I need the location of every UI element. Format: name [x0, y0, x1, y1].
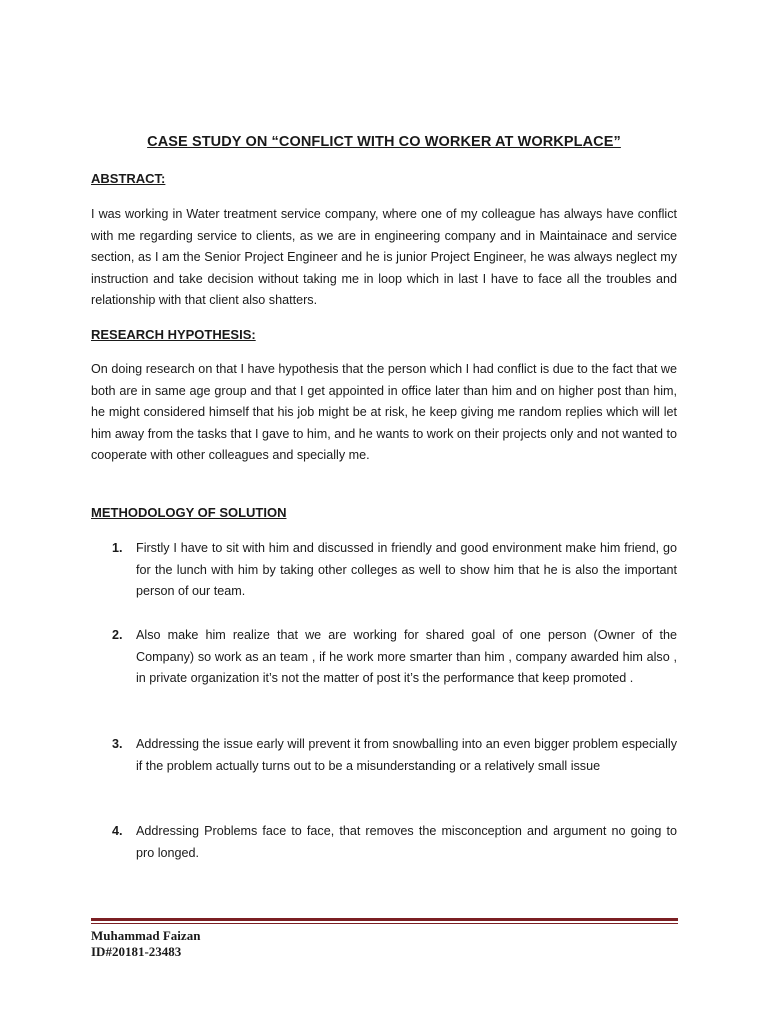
abstract-heading: ABSTRACT:: [91, 171, 166, 186]
list-item-text: Firstly I have to sit with him and discussed in friendly and good environment make him friend, go for the lunch with him by taking other colleges as well to show him that he is also the important person of our team.: [136, 541, 677, 599]
methodology-heading: METHODOLOGY OF SOLUTION: [91, 505, 287, 520]
list-item-number: 3.: [112, 737, 123, 751]
abstract-paragraph: I was working in Water treatment service company, where one of my colleague has always have conflict with me regarding service to clients, as we are in engineering company and in Maintainace and service section, as I am the Senior Project Engineer and he is junior Project Engineer, he was always neglect my instruction and take decision without taking me in loop which in last I have to face all the troubles and relationship with that client also shatters.: [91, 207, 677, 308]
list-item-text: Addressing the issue early will prevent it from snowballing into an even bigger problem especially if the problem actually turns out to be a misunderstanding or a relatively small issue: [136, 737, 677, 773]
list-item-number: 2.: [112, 628, 123, 642]
page-title: CASE STUDY ON “CONFLICT WITH CO WORKER AT WORKPLACE”: [147, 134, 621, 150]
list-item-number: 1.: [112, 541, 123, 555]
footer-author-id: ID#20181-23483: [91, 944, 182, 959]
hypothesis-paragraph: On doing research on that I have hypothesis that the person which I had conflict is due to the fact that we both are in same age group and that I get appointed in office later than him and on higher post than him, he might considered himself that his job might be at risk, he keep giving me random replies which will let him away from the tasks that I gave to him, and he wants to work on their projects only and not wanted to cooperate with other colleagues and specially me.: [91, 362, 677, 463]
list-item-number: 4.: [112, 824, 123, 838]
hypothesis-heading: RESEARCH HYPOTHESIS:: [91, 327, 256, 342]
list-item-text: Addressing Problems face to face, that removes the misconception and argument no going to pro longed.: [136, 824, 677, 860]
footer-author-name: Muhammad Faizan: [91, 928, 201, 943]
footer-rule-thick: [91, 918, 678, 921]
list-item-text: Also make him realize that we are working for shared goal of one person (Owner of the Company) so work as an team , if he work more smarter than him , company awarded him also , in private organization it’s not the matter of post it’s the performance that keep promoted .: [136, 628, 677, 686]
footer-rule-thin: [91, 923, 678, 924]
